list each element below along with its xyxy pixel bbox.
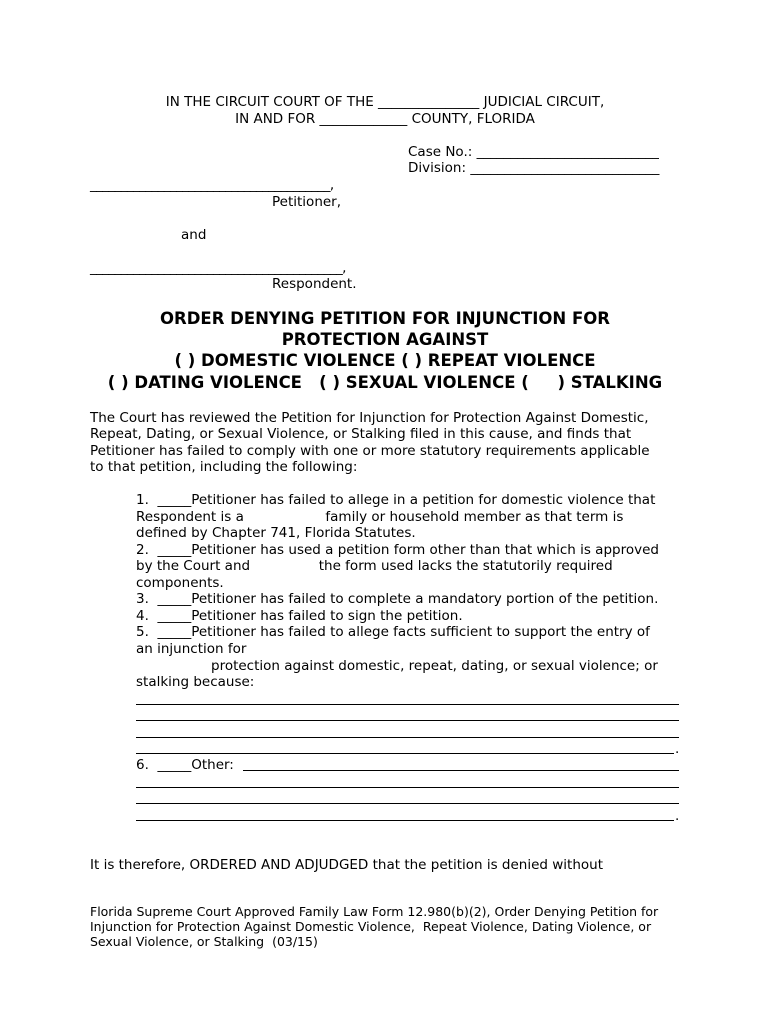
item-5-line1[interactable]: 5. _____Petitioner has failed to allege facts sufficient to support the entry of: [136, 624, 650, 640]
item-5-line2: an injunction for: [136, 641, 247, 657]
respondent-name-field[interactable]: _________________________________________,: [90, 260, 346, 276]
division-field[interactable]: Division: ____________________________: [408, 160, 660, 176]
item-6-blank-line[interactable]: [136, 820, 674, 821]
order-title-line4: ( ) DATING VIOLENCE ( ) SEXUAL VIOLENCE ( ) STALKING: [107, 373, 663, 392]
form-footer-line1: Florida Supreme Court Approved Family Law Form 12.980(b)(2), Order Denying Petition for: [90, 904, 659, 919]
item-5-blank-line[interactable]: [136, 753, 674, 754]
intro-line1: The Court has reviewed the Petition for Injunction for Protection Against Domestic,: [90, 410, 649, 426]
item-2-line2: by the Court and the form used lacks the statutorily required: [136, 558, 613, 574]
court-caption-line1: IN THE CIRCUIT COURT OF THE _______________ JUDICIAL CIRCUIT,: [165, 94, 605, 110]
intro-line3: Petitioner has failed to comply with one or more statutory requirements applicable: [90, 443, 650, 459]
petitioner-label: Petitioner,: [272, 194, 342, 210]
item-1-line2: Respondent is a family or household member as that term is: [136, 509, 624, 525]
item-3[interactable]: 3. _____Petitioner has failed to complete a mandatory portion of the petition.: [136, 591, 659, 607]
court-caption-line2: IN AND FOR _____________ COUNTY, FLORIDA: [235, 111, 535, 127]
item-5-blank-line[interactable]: [136, 720, 679, 721]
order-title-line2: PROTECTION AGAINST: [281, 330, 489, 349]
item-6-blank-line[interactable]: [136, 787, 679, 788]
case-number-field[interactable]: Case No.: ___________________________: [408, 144, 659, 160]
item-5-period: .: [675, 741, 680, 757]
item-6-label[interactable]: 6. _____Other:: [136, 757, 234, 773]
order-title-line3: ( ) DOMESTIC VIOLENCE ( ) REPEAT VIOLENCE: [174, 351, 596, 370]
order-title-line1: ORDER DENYING PETITION FOR INJUNCTION FOR: [160, 309, 610, 328]
and-label: and: [181, 227, 207, 243]
item-5-line4: stalking because:: [136, 674, 255, 690]
form-footer-line3: Sexual Violence, or Stalking (03/15): [90, 934, 318, 949]
item-5-blank-line[interactable]: [136, 737, 679, 738]
item-6-other-line[interactable]: [243, 770, 679, 771]
form-footer-line2: Injunction for Protection Against Domestic Violence, Repeat Violence, Dating Violence, or: [90, 919, 652, 934]
item-6-period: .: [675, 808, 680, 824]
item-1-line1[interactable]: 1. _____Petitioner has failed to allege in a petition for domestic violence that: [136, 492, 656, 508]
item-5-blank-line[interactable]: [136, 704, 679, 705]
item-1-line3: defined by Chapter 741, Florida Statutes.: [136, 525, 416, 541]
item-6-blank-line[interactable]: [136, 803, 679, 804]
intro-line2: Repeat, Dating, or Sexual Violence, or Stalking filed in this cause, and finds that: [90, 426, 632, 442]
item-5-line3: protection against domestic, repeat, dating, or sexual violence; or: [211, 658, 658, 674]
item-4[interactable]: 4. _____Petitioner has failed to sign the petition.: [136, 608, 463, 624]
ordered-adjudged-text: It is therefore, ORDERED AND ADJUDGED that the petition is denied without: [90, 857, 604, 873]
petitioner-name-field[interactable]: _______________________________________,: [90, 177, 334, 193]
item-2-line3: components.: [136, 575, 224, 591]
item-2-line1[interactable]: 2. _____Petitioner has used a petition form other than that which is approved: [136, 542, 659, 558]
respondent-label: Respondent.: [272, 276, 357, 292]
intro-line4: to that petition, including the following:: [90, 459, 358, 475]
